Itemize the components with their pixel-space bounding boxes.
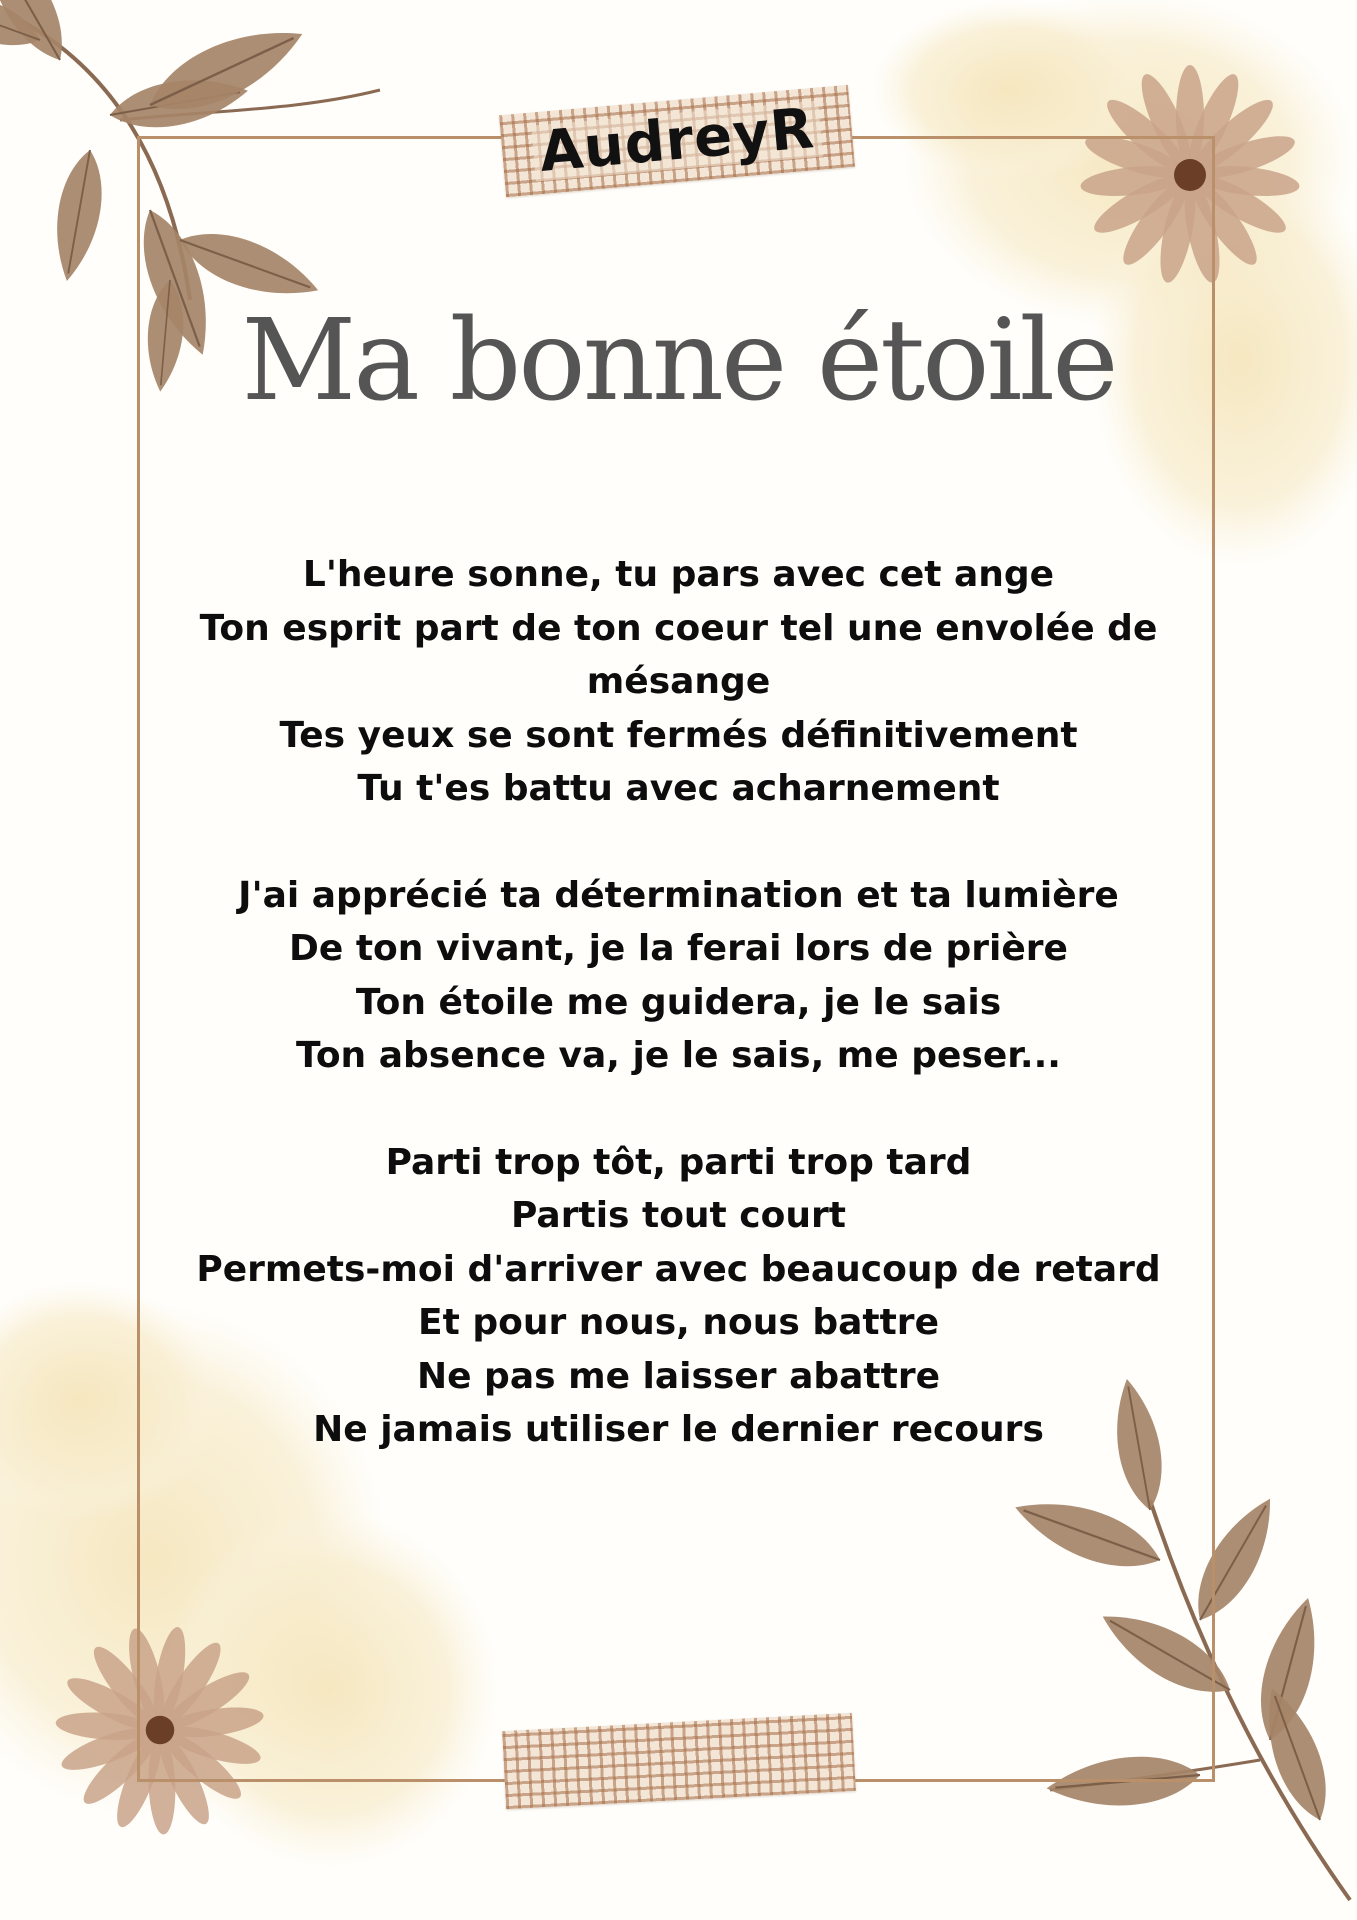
poem-line: Ton esprit part de ton coeur tel une envolée de — [199, 607, 1158, 649]
poem-stanza — [190, 548, 1167, 816]
poem-line: Ne jamais utiliser le dernier recours — [313, 1409, 1044, 1450]
poem-line: mésange — [586, 661, 771, 702]
poem-body — [190, 548, 1167, 1510]
poem-line: Ton étoile me guidera, je le sais — [355, 981, 1002, 1023]
poem-line: Parti trop tôt, parti trop tard — [385, 1141, 972, 1183]
poem-line: Ne pas me laisser abattre — [416, 1355, 941, 1397]
poem-title: Ma bonne étoile — [241, 296, 1116, 426]
poem-line: Tu t'es battu avec acharnement — [357, 768, 1000, 809]
poem-stanza — [190, 869, 1167, 1083]
poem-line: Et pour nous, nous battre — [418, 1302, 939, 1343]
poem-line: L'heure sonne, tu pars avec cet ange — [302, 554, 1055, 595]
poem-line: J'ai apprécié ta détermination et ta lumière — [238, 874, 1119, 916]
poem-line: Permets-moi d'arriver avec beaucoup de retard — [196, 1248, 1161, 1290]
poem-stanza — [190, 1136, 1167, 1457]
poem-line: Tes yeux se sont fermés définitivement — [279, 714, 1078, 756]
poem-line: De ton vivant, je la ferai lors de prière — [289, 928, 1068, 969]
poem-line: Partis tout court — [511, 1195, 846, 1236]
poem-line: Ton absence va, je le sais, me peser... — [296, 1035, 1061, 1076]
author-name: AudreyR — [531, 101, 822, 182]
